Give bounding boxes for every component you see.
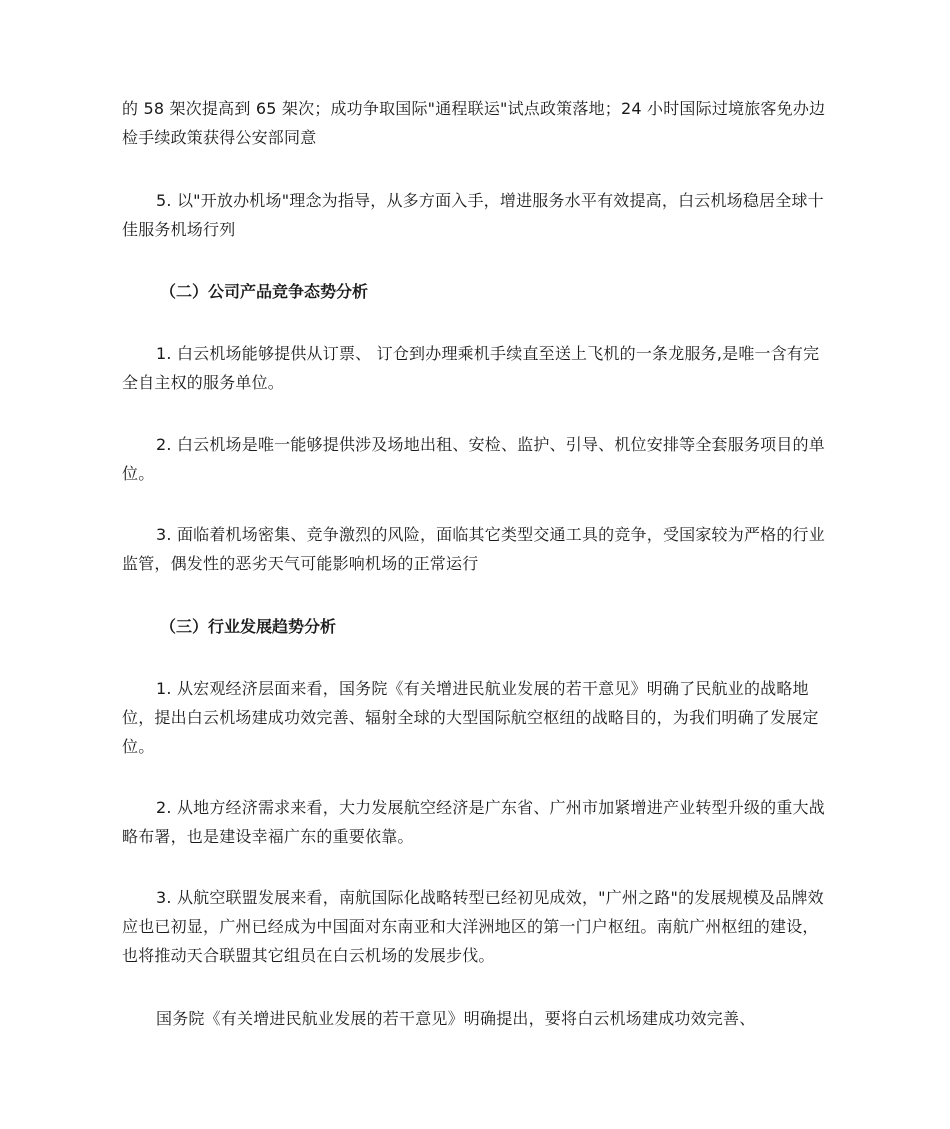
paragraph-trend-2: 2. 从地方经济需求来看，大力发展航空经济是广东省、广州市加紧增进产业转型升级的重大战略布署，也是建设幸福广东的重要依靠。 (122, 798, 825, 846)
paragraph-final: 国务院《有关增进民航业发展的若干意见》明确提出，要将白云机场建成功效完善、 (156, 1009, 756, 1028)
paragraph-trend-1: 1. 从宏观经济层面来看，国务院《有关增进民航业发展的若干意见》明确了民航业的战略地位，提出白云机场建成功效完善、辐射全球的大型国际航空枢纽的战略目的，为我们明确了发展定位。 (122, 679, 819, 756)
paragraph-continuation: 的 58 架次提高到 65 架次；成功争取国际"通程联运"试点政策落地；24 小时国际过境旅客免办边检手续政策获得公安部同意 (122, 99, 826, 147)
section-heading-competition: （二）公司产品竞争态势分析 (160, 282, 369, 301)
paragraph-competition-2: 2. 白云机场是唯一能够提供涉及场地出租、安检、监护、引导、机位安排等全套服务项目的单位。 (122, 435, 825, 483)
paragraph-item-5: 5. 以"开放办机场"理念为指导，从多方面入手，增进服务水平有效提高，白云机场稳居全球十佳服务机场行列 (122, 191, 824, 239)
paragraph-trend-3: 3. 从航空联盟发展来看，南航国际化战略转型已经初见成效，"广州之路"的发展规模及品牌效应也已初显，广州已经成为中国面对东南亚和大洋洲地区的第一门户枢纽。南航广州枢纽的建设，也将推动天合联盟其它组员在白云机场的发展步伐。 (122, 888, 824, 965)
section-heading-trend: （三）行业发展趋势分析 (160, 617, 337, 636)
paragraph-competition-3: 3. 面临着机场密集、竞争激烈的风险，面临其它类型交通工具的竞争，受国家较为严格的行业监管，偶发性的恶劣天气可能影响机场的正常运行 (122, 525, 825, 573)
paragraph-competition-1: 1. 白云机场能够提供从订票、 订仓到办理乘机手续直至送上飞机的一条龙服务,是唯一含有完全自主权的服务单位。 (122, 344, 820, 392)
